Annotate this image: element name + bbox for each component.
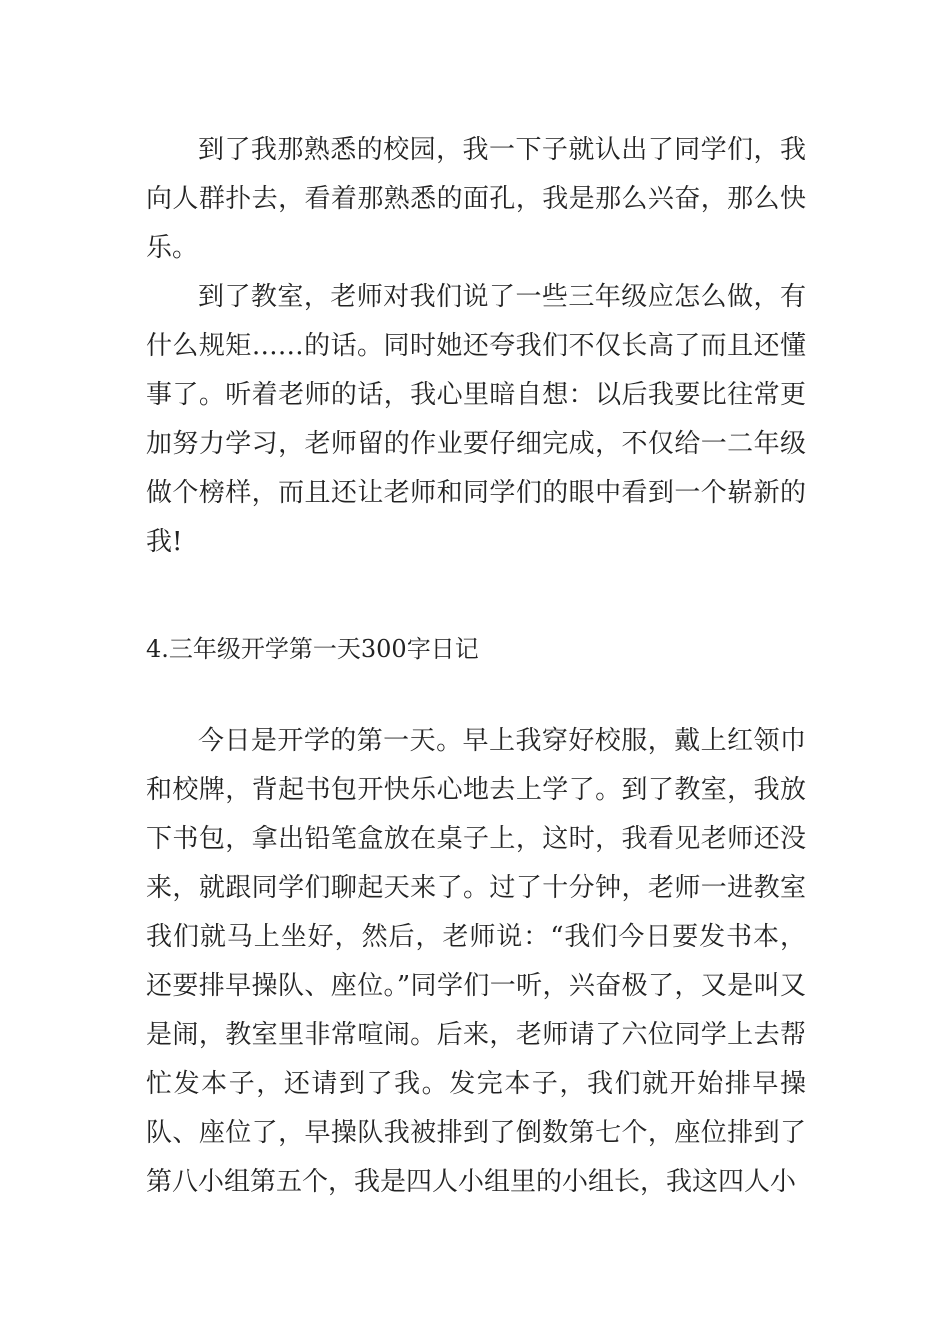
text-block-2 bbox=[146, 717, 806, 1207]
paragraph: 到了教室，老师对我们说了一些三年级应怎么做，有什么规矩……的话。同时她还夸我们不仅长高了而且还懂事了。听着老师的话，我心里暗自想：以后我要比往常更加努力学习，老师留的作业要仔细完成，不仅给一二年级做个榜样，而且还让老师和同学们的眼中看到一个崭新的我! bbox=[146, 282, 806, 557]
section-heading: 4.三年级开学第一天300字日记 bbox=[146, 635, 479, 663]
paragraph: 今日是开学的第一天。早上我穿好校服，戴上红领巾和校牌，背起书包开快乐心地去上学了。到了教室，我放下书包，拿出铅笔盒放在桌子上，这时，我看见老师还没来，就跟同学们聊起天来了。过了十分钟，老师一进教室我们就马上坐好，然后，老师说：“我们今日要发书本，还要排早操队、座位。”同学们一听，兴奋极了，又是叫又是闹，教室里非常喧闹。后来，老师请了六位同学上去帮忙发本子，还请到了我。发完本子，我们就开始排早操队、座位了，早操队我被排到了倒数第七个，座位排到了第八小组第五个，我是四人小组里的小组长，我这四人小 bbox=[146, 726, 806, 1197]
paragraph: 到了我那熟悉的校园，我一下子就认出了同学们，我向人群扑去，看着那熟悉的面孔，我是那么兴奋，那么快乐。 bbox=[146, 135, 806, 263]
text-block-1 bbox=[146, 126, 806, 567]
